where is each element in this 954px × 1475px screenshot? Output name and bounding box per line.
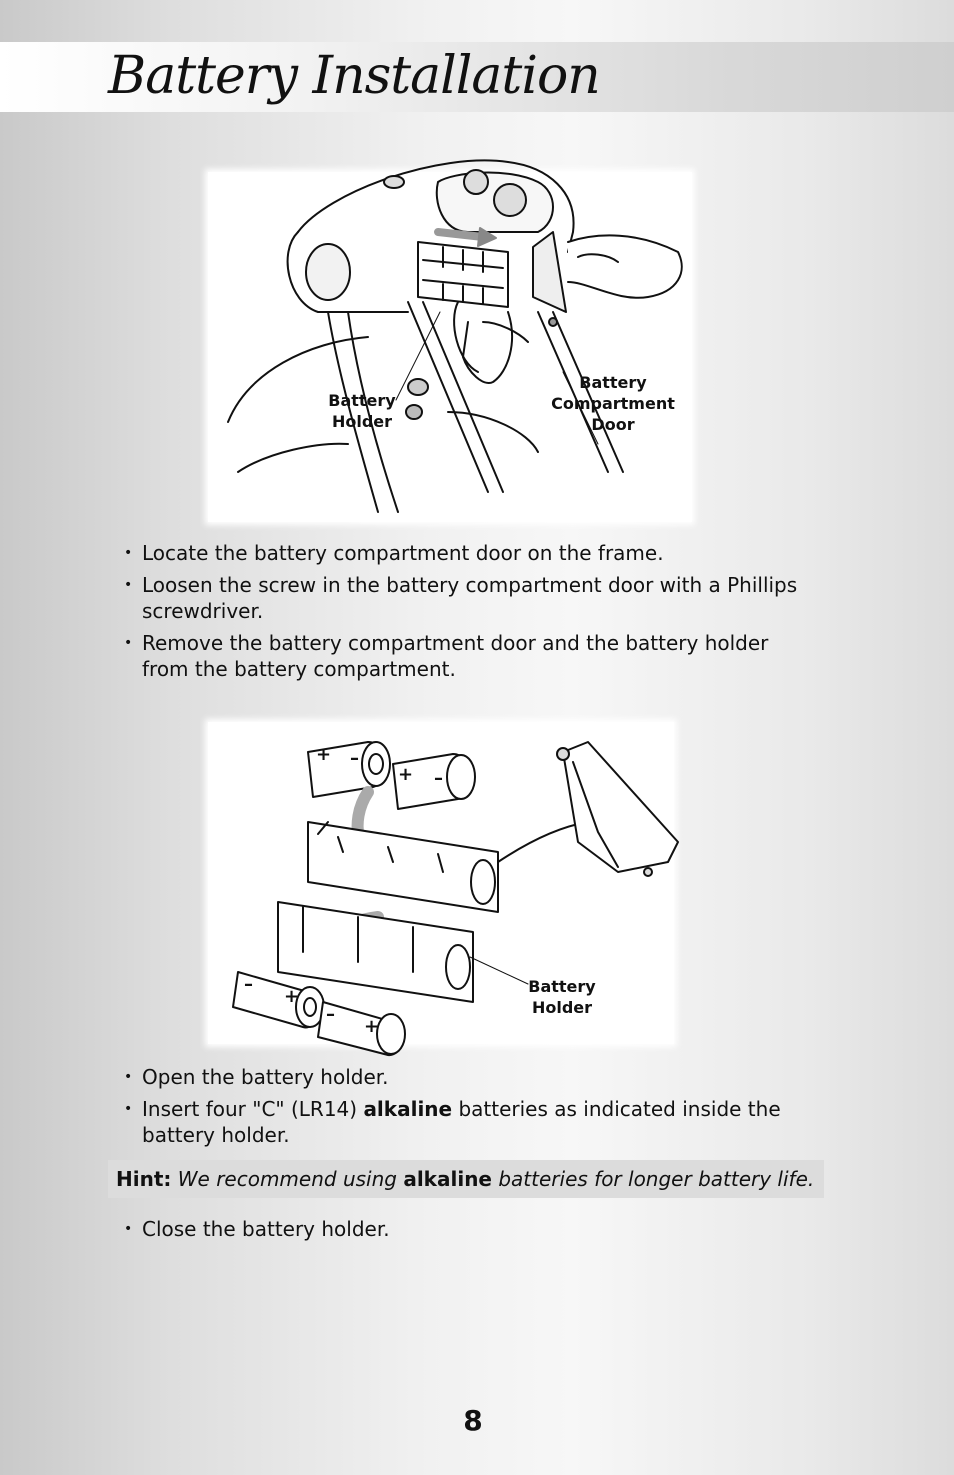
hint-label: Hint: <box>116 1167 172 1191</box>
step-item: • Close the battery holder. <box>124 1216 804 1242</box>
illustration-open-holder <box>208 722 674 1044</box>
polarity-plus: + <box>364 1016 380 1037</box>
polarity-plus: + <box>284 986 300 1007</box>
figure-battery-holder <box>208 722 674 1044</box>
polarity-minus: – <box>434 768 443 789</box>
page-number: 8 <box>463 1404 483 1437</box>
step-text: batteries as indicated inside the battery holder. <box>142 1097 781 1147</box>
step-text: Insert four "C" (LR14) <box>142 1097 364 1121</box>
polarity-plus: + <box>398 764 414 785</box>
step-item: • Open the battery holder. <box>124 1064 824 1090</box>
label-line: Door <box>591 415 635 434</box>
polarity-plus: + <box>316 744 332 765</box>
steps-remove-holder <box>124 540 804 688</box>
step-item <box>124 1096 824 1148</box>
steps-insert-batteries <box>124 1064 824 1154</box>
hint-text: We recommend using <box>177 1167 404 1191</box>
label-line: Battery <box>528 977 596 996</box>
hint-emphasis: alkaline <box>403 1167 492 1191</box>
polarity-minus: – <box>350 748 359 769</box>
label-battery-holder <box>520 976 604 1018</box>
label-battery-holder <box>320 390 404 432</box>
polarity-minus: – <box>326 1004 335 1025</box>
steps-close-holder <box>124 1216 804 1248</box>
label-line: Battery <box>328 391 396 410</box>
illustration-frame-with-hands <box>208 172 692 522</box>
emphasis-alkaline: alkaline <box>363 1097 453 1121</box>
label-line: Holder <box>331 412 393 431</box>
figure-battery-compartment <box>208 172 692 522</box>
label-line: Compartment <box>551 394 675 413</box>
step-item: • Locate the battery compartment door on the frame. <box>124 540 804 566</box>
page-title: Battery Installation <box>108 46 600 106</box>
polarity-minus: – <box>244 974 253 995</box>
hint-box <box>108 1160 824 1198</box>
hint-text: batteries for longer battery life. <box>492 1167 815 1191</box>
step-item: • Loosen the screw in the battery compartment door with a Phillips screwdriver. <box>124 572 804 624</box>
label-battery-compartment-door <box>538 372 688 435</box>
label-line: Battery <box>579 373 647 392</box>
label-line: Holder <box>531 998 593 1017</box>
step-item: • Remove the battery compartment door and the battery holder from the battery compartment. <box>124 630 804 682</box>
